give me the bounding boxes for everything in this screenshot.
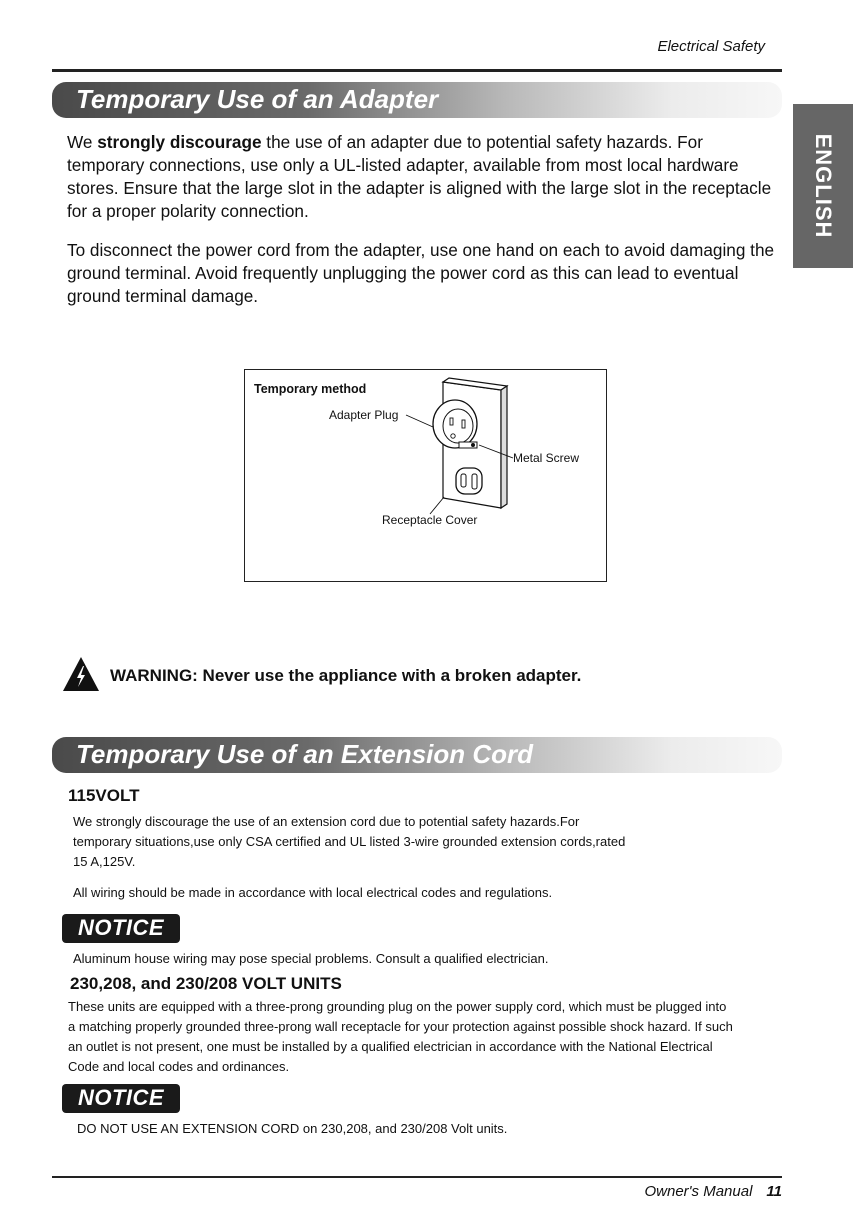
- warning-triangle-icon: [62, 656, 100, 692]
- adapter-paragraph-2: To disconnect the power cord from the adapter, use one hand on each to avoid damaging the ground terminal. Avoid frequently unplugging the power cord as this can lead to eventual ground terminal damage.: [67, 240, 775, 306]
- figure-label-metal-screw: Metal Screw: [513, 451, 580, 465]
- adapter-paragraph-1-bold: strongly discourage: [97, 132, 262, 152]
- subheading-230-208-volt: 230,208, and 230/208 VOLT UNITS: [70, 974, 342, 993]
- notice-badge-2: [62, 1084, 180, 1113]
- language-tab-label: ENGLISH: [811, 133, 836, 239]
- language-tab: [793, 104, 853, 268]
- notice-badge-1-label: NOTICE: [77, 915, 165, 940]
- adapter-paragraph-1-pre: We: [67, 132, 98, 152]
- adapter-figure: [244, 369, 607, 582]
- section-header-extension-cord: [52, 737, 782, 773]
- header-divider: [52, 69, 782, 72]
- section-title-extension-cord: Temporary Use of an Extension Cord: [76, 739, 534, 769]
- subheading-115volt: 115VOLT: [68, 786, 140, 805]
- section-title-adapter: Temporary Use of an Adapter: [76, 84, 439, 114]
- notice-text-2: DO NOT USE AN EXTENSION CORD on 230,208, and 230/208 Volt units.: [77, 1121, 508, 1136]
- figure-label-receptacle-cover: Receptacle Cover: [382, 513, 478, 527]
- section-header-adapter: [52, 82, 782, 118]
- footer-label: Owner's Manual: [644, 1183, 753, 1200]
- footer-divider: [52, 1176, 782, 1178]
- adapter-paragraph-1-post: the use of an adapter due to potential safety hazards. For temporary connections, use only a UL-listed adapter, available from most local hardware stores. Ensure that the large slot in the adapter is aligned with the large slot in the receptacle for a proper polarity connection.: [67, 132, 772, 221]
- notice-text-1: Aluminum house wiring may pose special problems. Consult a qualified electrician.: [73, 951, 549, 966]
- figure-label-adapter-plug: Adapter Plug: [329, 408, 399, 422]
- notice-badge-1: [62, 914, 180, 943]
- extension-paragraph-1: We strongly discourage the use of an extension cord due to potential safety hazards.For temporary situations,use only CSA certified and UL listed 3-wire grounded extension cords,rated 15 A,125V.: [73, 814, 626, 869]
- adapter-paragraph-1: [67, 131, 782, 223]
- extension-paragraph-3: These units are equipped with a three-prong grounding plug on the power supply cord, which must be plugged into a matching properly grounded three-prong wall receptacle for your protection against possible shock hazard. If such an outlet is not present, one must be installed by a qualified electrician in accordance with the National Electrical Code and local codes and ordinances.: [68, 999, 733, 1074]
- extension-paragraph-2: All wiring should be made in accordance with local electrical codes and regulations.: [73, 885, 553, 900]
- warning-text: WARNING: Never use the appliance with a broken adapter.: [110, 666, 582, 685]
- footer: [645, 1183, 783, 1200]
- page-section-title: Electrical Safety: [657, 38, 765, 55]
- notice-badge-2-label: NOTICE: [77, 1085, 165, 1110]
- outlet-illustration: [245, 370, 606, 581]
- figure-title: Temporary method: [254, 382, 367, 396]
- page-number: 11: [766, 1183, 782, 1200]
